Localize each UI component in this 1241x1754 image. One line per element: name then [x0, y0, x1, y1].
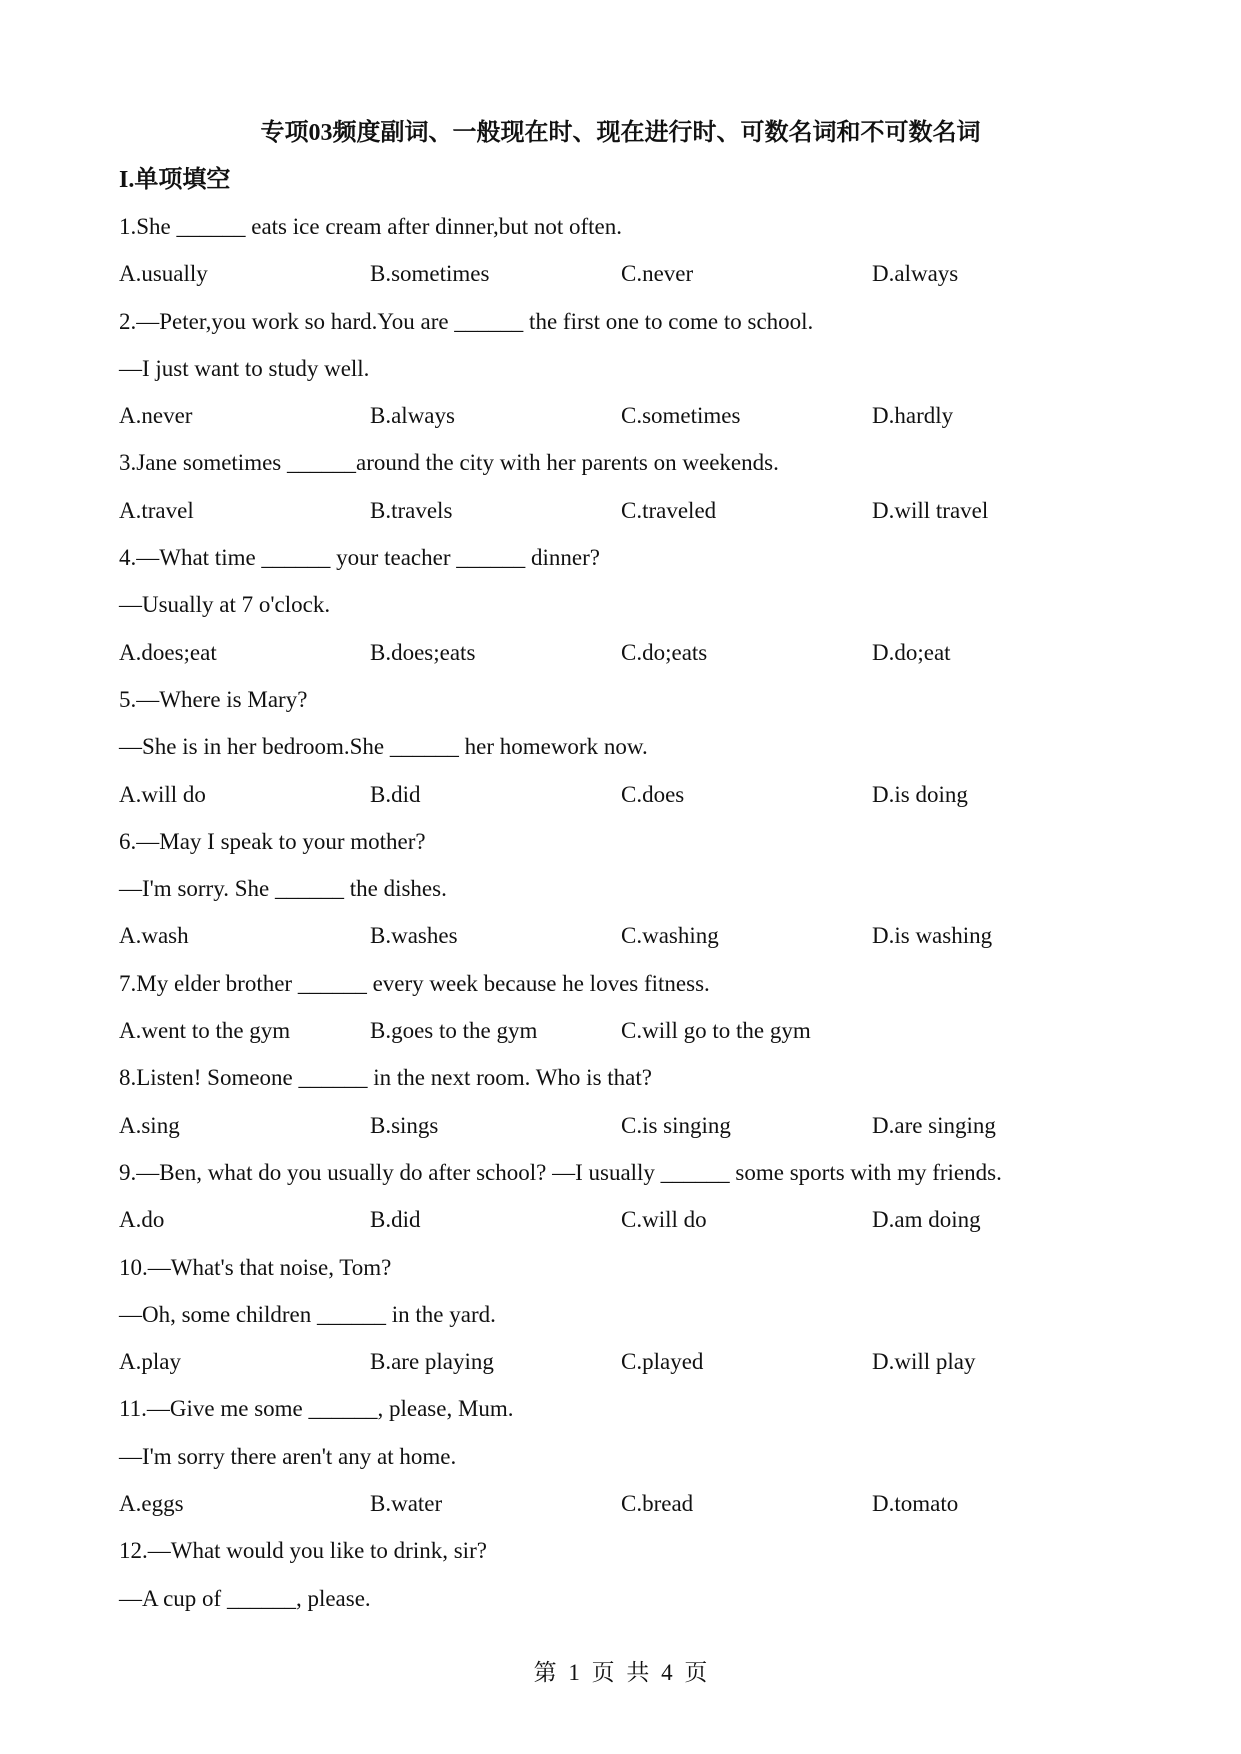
answer-options	[119, 1202, 1129, 1249]
option-b: B.sings	[370, 1112, 439, 1138]
question-text: 10.—What's that noise, Tom?	[119, 1254, 392, 1280]
option-b: B.washes	[370, 923, 458, 949]
page-footer: 第 1 页 共 4 页	[533, 1660, 708, 1685]
option-d: D.is doing	[872, 781, 968, 807]
question-text: 7.My elder brother ______ every week because he loves fitness.	[119, 970, 710, 996]
answer-options	[119, 256, 1129, 303]
option-c: C.is singing	[621, 1112, 731, 1138]
option-a: A.usually	[119, 261, 208, 287]
option-d: D.always	[872, 261, 959, 287]
option-a: A.sing	[119, 1112, 180, 1138]
option-c: C.do;eats	[621, 639, 708, 665]
option-c: C.bread	[621, 1491, 694, 1517]
section-heading: I.单项填空	[119, 167, 231, 193]
option-d: D.will play	[872, 1349, 976, 1375]
option-a: A.went to the gym	[119, 1018, 291, 1044]
option-a: A.do	[119, 1207, 165, 1233]
option-d: D.will travel	[872, 497, 989, 523]
question-text: 2.—Peter,you work so hard.You are ______ the first one to come to school.	[119, 308, 814, 334]
question-text: 8.Listen! Someone ______ in the next room. Who is that?	[119, 1065, 652, 1091]
question-text: 1.She ______ eats ice cream after dinner,but not often.	[119, 214, 622, 239]
option-c: C.traveled	[621, 497, 717, 523]
option-a: A.travel	[119, 497, 194, 523]
option-a: A.does;eat	[119, 639, 217, 665]
answer-options	[119, 1344, 1129, 1391]
question-text: 11.—Give me some ______, please, Mum.	[119, 1396, 514, 1422]
question-response: —I'm sorry. She ______ the dishes.	[119, 876, 447, 902]
question-response: —A cup of ______, please.	[119, 1585, 371, 1611]
option-b: B.are playing	[370, 1349, 494, 1375]
question-text: 4.—What time ______ your teacher ______ dinner?	[119, 545, 600, 571]
option-a: A.never	[119, 403, 193, 429]
answer-options	[119, 1486, 1129, 1533]
option-a: A.wash	[119, 923, 189, 949]
option-b: B.does;eats	[370, 639, 476, 665]
option-b: B.always	[370, 403, 455, 429]
option-c: C.washing	[621, 923, 719, 949]
question-text: 12.—What would you like to drink, sir?	[119, 1538, 487, 1564]
option-d: D.is washing	[872, 923, 993, 949]
option-b: B.did	[370, 781, 421, 807]
question-list	[119, 162, 1129, 1628]
answer-options	[119, 493, 1129, 540]
question-text: 5.—Where is Mary?	[119, 686, 308, 712]
option-d: D.am doing	[872, 1207, 981, 1233]
option-c: C.does	[621, 781, 685, 807]
question-response: —Oh, some children ______ in the yard.	[119, 1301, 496, 1327]
option-b: B.water	[370, 1491, 443, 1517]
question-response: —I just want to study well.	[119, 355, 370, 381]
question-response: —She is in her bedroom.She ______ her homework now.	[119, 734, 648, 760]
question-text: 9.—Ben, what do you usually do after school? —I usually ______ some sports with my friends.	[119, 1159, 1002, 1185]
question-text: 3.Jane sometimes ______around the city with her parents on weekends.	[119, 450, 779, 476]
option-b: B.travels	[370, 497, 453, 523]
option-d: D.are singing	[872, 1112, 996, 1138]
answer-options	[119, 777, 1129, 824]
option-b: B.goes to the gym	[370, 1018, 538, 1044]
question-response: —Usually at 7 o'clock.	[119, 592, 331, 618]
option-a: A.play	[119, 1349, 181, 1375]
option-c: C.never	[621, 261, 694, 287]
answer-options	[119, 398, 1129, 445]
option-d: D.tomato	[872, 1491, 959, 1517]
question-response: —I'm sorry there aren't any at home.	[119, 1443, 457, 1469]
option-d: D.hardly	[872, 403, 954, 429]
option-c: C.will go to the gym	[621, 1018, 811, 1044]
option-a: A.will do	[119, 781, 206, 807]
option-c: C.played	[621, 1349, 704, 1375]
option-d: D.do;eat	[872, 639, 951, 665]
option-b: B.sometimes	[370, 261, 490, 287]
answer-options	[119, 918, 1129, 965]
option-b: B.did	[370, 1207, 421, 1233]
page-title: 专项03频度副词、一般现在时、现在进行时、可数名词和不可数名词	[260, 120, 981, 146]
answer-options	[119, 1013, 1129, 1060]
option-c: C.will do	[621, 1207, 707, 1233]
answer-options	[119, 635, 1129, 682]
question-text: 6.—May I speak to your mother?	[119, 828, 426, 854]
option-a: A.eggs	[119, 1491, 184, 1517]
option-c: C.sometimes	[621, 403, 741, 429]
answer-options	[119, 1108, 1129, 1155]
